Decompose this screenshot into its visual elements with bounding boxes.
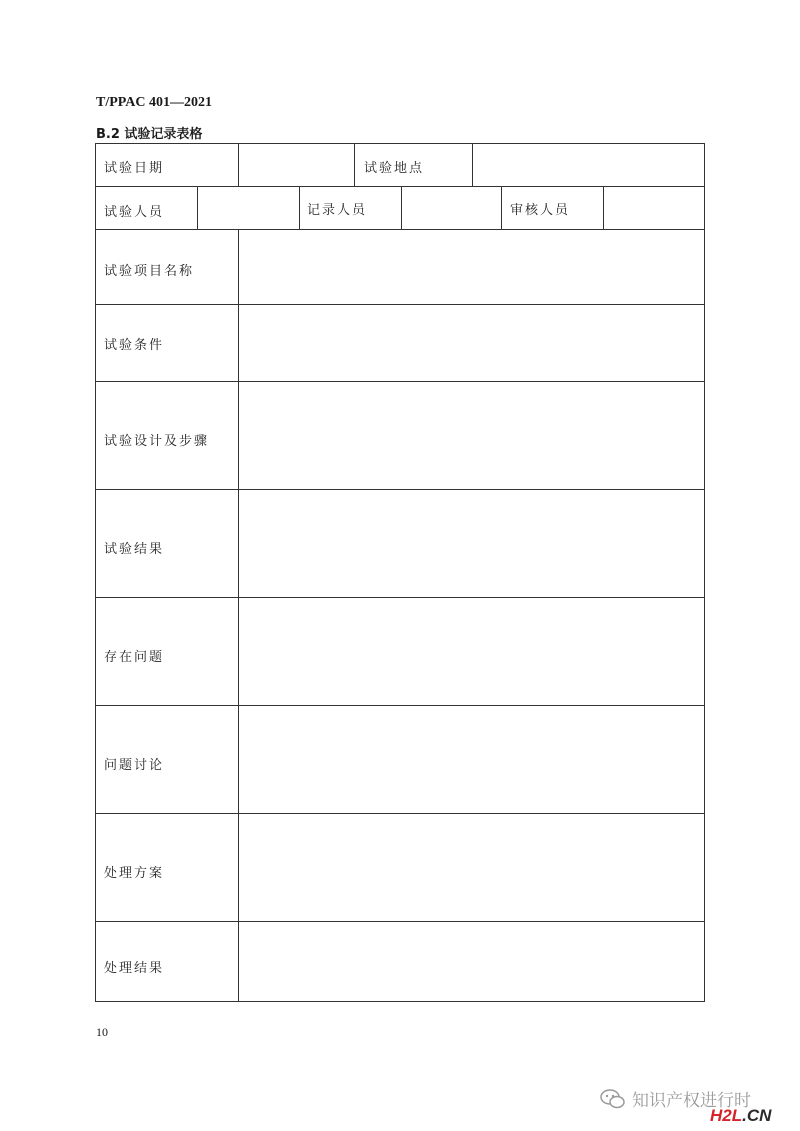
tester-field[interactable] [198, 187, 299, 229]
issues-field[interactable] [239, 598, 704, 705]
test-location-label: 试验地点 [364, 161, 425, 176]
recorder-label: 记录人员 [307, 203, 368, 218]
results-field[interactable] [239, 490, 704, 597]
conditions-label: 试验条件 [104, 338, 165, 353]
column-divider [354, 144, 355, 186]
site-logo-dark: .CN [742, 1106, 772, 1125]
test-date-field[interactable] [239, 144, 354, 186]
design-steps-field[interactable] [239, 382, 704, 489]
reviewer-field[interactable] [604, 187, 704, 229]
column-divider [501, 186, 502, 229]
solution-label: 处理方案 [104, 866, 165, 881]
issues-label: 存在问题 [104, 650, 165, 665]
recorder-field[interactable] [402, 187, 501, 229]
watermark-text: 知识产权进行时 [632, 1091, 751, 1111]
outcome-field[interactable] [239, 922, 704, 1001]
project-name-label: 试验项目名称 [104, 264, 195, 279]
column-divider [299, 186, 300, 229]
site-logo-red: H2L [710, 1106, 743, 1125]
outcome-label: 处理结果 [104, 961, 165, 976]
discussion-label: 问题讨论 [104, 758, 165, 773]
wechat-icon [600, 1088, 626, 1110]
standard-code: T/PPAC 401—2021 [96, 95, 213, 110]
conditions-field[interactable] [239, 305, 704, 381]
solution-field[interactable] [239, 814, 704, 921]
reviewer-label: 审核人员 [510, 203, 571, 218]
test-location-field[interactable] [473, 144, 704, 186]
test-record-table [95, 143, 705, 1002]
tester-label: 试验人员 [104, 205, 165, 220]
project-name-field[interactable] [239, 230, 704, 304]
site-logo [710, 1106, 771, 1126]
page-number: 10 [96, 1025, 108, 1039]
design-steps-label: 试验设计及步骤 [104, 434, 210, 449]
results-label: 试验结果 [104, 542, 165, 557]
section-title: B.2 试验记录表格 [96, 127, 203, 142]
test-date-label: 试验日期 [104, 161, 165, 176]
discussion-field[interactable] [239, 706, 704, 813]
